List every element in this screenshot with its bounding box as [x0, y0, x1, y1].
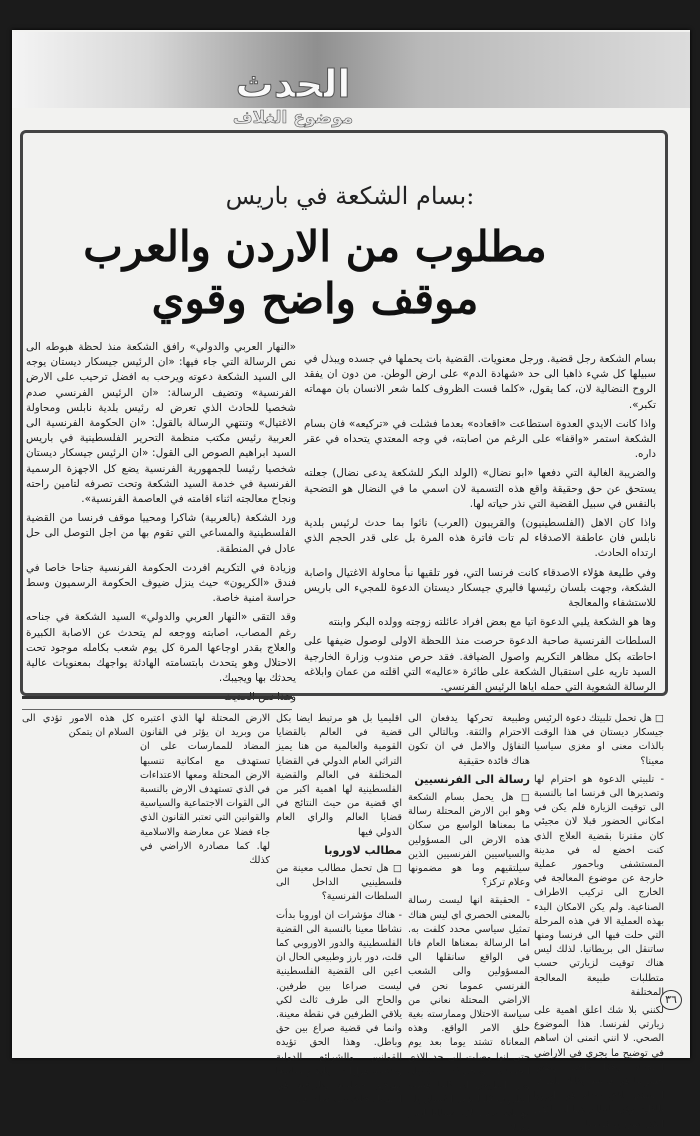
question: □ هل تحمل مطالب معينة من فلسطينيي الداخل الى السلطات الفرنسية؟ [276, 863, 402, 903]
headline-line-1: مطلوب من الاردن والعرب [83, 222, 547, 271]
paragraph: واذا كان الاهل (الفلسطينيون) والقريبون (العرب) نائوا بما حدث لرئيس بلدية نابلس فان عاطفة الاصدقاء لم تات فاترة هذه المرة بل على قدر الحجم الذي ارتداه الحادث. [304, 517, 656, 560]
subheading: رسالة الى الفرنسيين [414, 772, 530, 786]
paragraph: بسام الشكعة رجل قضية. ورجل معنويات. القضية بات يحملها في جسده ويبذل في سبيلها كل شيء ذاهبا الى حد «شهادة الدم» على ارض الوطن. من دون ان يفقد الروح النضالية لان، كما يقول، «كلما قست الظروف كلما شعر الانسان بان مهماته تكبر». [304, 353, 656, 411]
masthead [12, 32, 690, 128]
paragraph: واذا كانت الايدي العدوة استطاعت «اقعاده» بعدما فشلت في «تركيعه» فان بسام الشكعة استمر «واقفا» على الرغم من اصابته، في وجه المعتدي يتحداه في عقر داره. [304, 417, 656, 461]
paragraph: والضريبة الغالية التي دفعها «ابو نضال» (الولد البكر للشكعة يدعى نضال) جعلته يستحق عن حق وحقيقة واقع هذه التسمية لان اسمي ما في النضال هو التضحية بالنفس في سبيل القضية التي نذر حياته لها. [304, 467, 656, 510]
interview-column-3 [276, 712, 402, 1106]
question: □ هل تحمل تلبيتك دعوة الرئيس جيسكار ديستان في هذا الوقت بالذات معنى او مغزى سياسيا معينا؟ [534, 713, 664, 767]
page-number: ٣٦ [660, 990, 682, 1010]
subheading: مطالب لاوروبا [324, 843, 402, 857]
paragraph: وقد التقى «النهار العربي والدولي» السيد الشكعة في جناحه رغم المصاب، اصابته ووجعه لم يتحدث عن الاصابة الكبيرة والعلاج بقدر اوجاعها المرة كل يوم شعب بكامله موجود تحت الاحتلال وهو يتحدث بابتسامته الهادئة يواجهك بمعنويات عالية يحدثك بها ويجيبك. [26, 611, 296, 685]
section-divider [22, 696, 292, 710]
paragraph: لكنني بلا شك اعلق اهمية على زيارتي لفرنسا. هذا الموضوع الصحي. لا انني اتمنى ان اساهم في توضيح ما يجري في الاراضي المحتلة. وهذا واجب وطني خصوصا في فرنسا وذلك للمركز المتقدم الذي تحتله في اوروبا بالذات وفي العالم كما ان الثقل الذي تتمتع به فرنسا [534, 1005, 664, 1130]
question: □ هل يحمل بسام الشكعة وهو ابن الارض المحتلة رسالة ما بمعناها الواسع من سكان هذه الارض الى المسؤولين والسياسيين الفرنسيين الذين سيلتقيهم وما هو مضمونها وعلام تركز؟ [408, 792, 530, 889]
paragraph: كل هذه الامور تؤدي الى السلام ان يتمكن [22, 713, 134, 739]
intro-column-right [304, 352, 656, 694]
answer: - الحقيقة انها ليست رسالة بالمعنى الحصري اي ليس هناك تمثيل سياسي محدد كلفت به. اما الرسالة بمعناها العام فانا في الواقع سانقلها الى المسؤولين والى الشعب الفرنسي عموما نحن في الاراضي المحتلة نعاني من سياسة الاحتلال وممارسته بغية خلق الامر الواقع. وهذه المعاناة تشتد يوما بعد يوم حتى انها وصلت الى حد الاذى الجسدي ومحاولات الاغتيال ومن الطبيعي انه كلما قست الظروف كلما شعر الانسان بان مهماته تكبر. لان نضالنا ليس نضالا [408, 895, 530, 1134]
answer: - تلبيتي الدعوة هو احترام لها وتصديرها الى فرنسا اما بالنسبة الى توقيت الزيارة فلم يكن في امكاني الحضور قبلا لان مجيئي كان مقترنا بقضية العلاج الذي كنت اخضع له في مدينة المستشفى وباحمور عملية خارجة عن موضوع المعالجة في الخارج الى تركيب الاطراف الصناعية. ولم يكن الامكان البدء بهذه العملية الا في هذه المرحلة التي حلت فيها الى فرنسا ومنها ساتنقل الى بريطانيا. لذلك ليس هناك توقيت لزيارتي حسب متطلبات طبيعة المعالجة المختلفة [534, 773, 664, 998]
answer: - هناك مؤشرات ان اوروبا بدأت نشاطا معينا بالنسبة الى القضية الفلسطينية والدور الاوروبي كما قلت، دور بارز وطبيعي الحال ان اعين الى القضية الفلسطينية ليست صراعا بين طرفين. والحاح الى طرف ثالث لكي يلاقي الطرفين في نقطة معينة. وانما في قضية صراع بين حق وباطل. وهذا الحق تؤيده القوانين والشرائع الدولية وتدعمه قرارات دولية وتساندها مفاهيم حضارية وتاريخية في المقابل هناك ممارسات في [276, 909, 402, 1106]
paragraph: وها هو الشكعة يلبي الدعوة اتيا مع بعض افراد عائلته زوجته وولده البكر وابنته [328, 616, 656, 629]
paragraph: اقليميا بل هو مرتبط ايضا بكل قضية في العالم بالقضايا القومية والعالمية من هنا يميز التراثي العام الدولي في القضايا المختلفة في العالم والقضية الفلسطينية لها اهمية اكبر من اي قضية من حيث النتائج في قضايا العالم والراي العام الدولي فيها [276, 713, 402, 838]
interview-column-5 [22, 712, 134, 1017]
paragraph: «النهار العربي والدولي» رافق الشكعة منذ لحظة هبوطه الى نص الرسالة التي جاء فيها: «ان الرئيس جيسكار ديستان يوجه الى السيد الشكعة دعوته ويرحب به افضل ترحيب على الارض الفرنسية» وتضيف الرسالة: «ان الرئيس الفرنسي صدم شخصيا للحادث الذي تعرض له رئيس بلدية نابلس ومحاولة الاغتيال» وتنتهي الرسالة بالقول: «ان الحكومة الفرنسية الى العربية رئيس مكتب منظمة التحرير الفلسطينية في باريس السيد ابراهيم الصوص الى القول: «ان الرئيس جيسكار ديستان شخصيا رئيسا للجمهورية الفرنسية يضع كل الاجهزة الرسمية الفرنسية في خدمة السيد الشكعة وتحت تصرفه لتامين راحته ونجاح معالجته اثناء اقامته في العاصمة الفرنسية». [26, 341, 296, 506]
paragraph: وفي طليعة هؤلاء الاصدقاء كانت فرنسا التي، فور تلقيها نبأ محاولة الاغتيال واصابة الشكعة، وجهت بلسان رئيسها فاليري جيسكار ديستان الدعوة للمجيء الى باريس للاستشفاء والمعالجة [304, 566, 656, 610]
paragraph: السلطات الفرنسية صاحبة الدعوة حرصت منذ اللحظة الاولى لوصول ضيفها على احاطته بكل مظاهر التكريم واصول الضيافة. فقد حرص مندوب وزارة الخارجية السيد تاريه على استقبال الشكعة على طائرة «عاليه» التي اقلته من عمان وابلاغه الرسالة الشعوية التي حمله اياها الرئيس الفرنسي. [304, 635, 656, 694]
interview-column-1 [534, 712, 664, 1130]
paragraph: وزيادة في التكريم افردت الحكومة الفرنسية جناحا خاصا في فندق «الكريون» حيث ينزل ضيوف الحكومة الرسميون وسط حراسة امنية خاصة. [26, 561, 296, 605]
paragraph: ورد الشكعة (بالعربية) شاكرا ومحييا موقف فرنسا من القضية الفلسطينية والمساعي التي تقوم بها من اجل التوصل الى حل عادل في المنطقة. [26, 512, 296, 555]
interview-column-4 [140, 712, 270, 1017]
masthead-title: الحدث [235, 62, 351, 106]
masthead-subtitle: موضوع الغلاف [232, 108, 354, 128]
interview-column-2 [408, 712, 530, 1134]
paragraph: الارض المحتلة لها الذي اعتبره من وبريد ان يؤثر في القانون المضاد للممارسات على ان تستهدف مع امكانية تنسبها الارض المحتلة ومعها الاعتداءات في الذي تستهدف الارض بالنسبة الى القوات الاجتماعية والسياسية والقوانين التي تعتبر القانون الذي جاء فضلا عن معارضة والاسلامية لها. كما مصادرة الاراضي في كذلك [140, 713, 270, 867]
paragraph: وهذا نص الحديث [223, 691, 296, 704]
intro-column-left [26, 340, 296, 704]
paragraph: وطبيعة تحركها يدفعان الى الاحترام والثقة. وبالتالي الى التفاؤل والامل في ان تكون هناك فائدة حقيقية [408, 713, 530, 767]
article-byline: بسام الشكعة في باريس: [225, 182, 475, 210]
headline-line-2: موقف واضح وقوي [151, 274, 479, 323]
